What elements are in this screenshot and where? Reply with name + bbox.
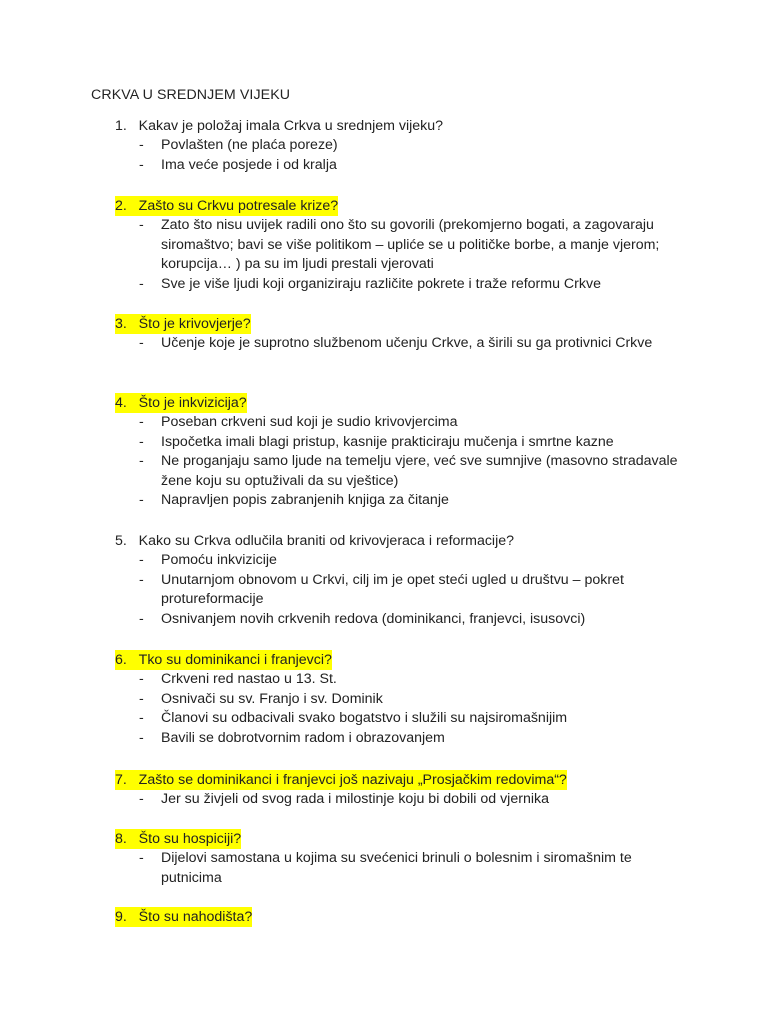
answer-item <box>139 452 679 491</box>
question-text <box>115 531 514 551</box>
answer-text: Zato što nisu uvijek radili ono što su govorili (prekomjerno bogati, a zagovaraju siromaštvo; bavi se više politikom – upliće se u političke borbe, a manje vjerom; korupcija… ) pa su im ljudi prestali vjerovati <box>161 217 660 273</box>
answer-item <box>139 571 679 610</box>
answer-text: Članovi su odbacivali svako bogatstvo i služili su najsiromašnijim <box>161 710 568 727</box>
answer-text: Poseban crkveni sud koji je sudio krivovjercima <box>161 414 458 430</box>
answer-text: Napravljen popis zabranjenih knjiga za čitanje <box>161 492 449 509</box>
answer-item <box>139 690 679 710</box>
answer-item <box>139 156 679 176</box>
answer-text: Bavili se dobrotvornim radom i obrazovanjem <box>161 729 445 746</box>
question-label: Što je inkvizicija? <box>138 395 247 411</box>
answer-item <box>139 551 679 571</box>
answer-list-6 <box>139 670 679 748</box>
dash-bullet: - <box>139 729 144 746</box>
question-number: 7. <box>115 772 127 788</box>
question-number: 5. <box>115 533 127 549</box>
answer-text: Unutarnjom obnovom u Crkvi, cilj im je opet steći ugled u društvu – pokret protureformacije <box>161 571 624 608</box>
dash-bullet: - <box>139 552 144 568</box>
question-label: Što su nahodišta? <box>138 909 253 925</box>
dash-bullet: - <box>139 275 144 292</box>
dash-bullet: - <box>139 217 144 233</box>
question-text <box>115 770 567 790</box>
answer-text: Crkveni red nastao u 13. St. <box>161 671 337 687</box>
answer-text: Osnivači su sv. Franjo i sv. Dominik <box>161 690 383 707</box>
document-title: CRKVA U SREDNJEM VIJEKU <box>91 87 291 103</box>
dash-bullet: - <box>139 137 144 153</box>
dash-bullet: - <box>139 492 144 509</box>
question-label: Kakav je položaj imala Crkva u srednjem vijeku? <box>138 118 444 134</box>
answer-list-3 <box>139 334 679 354</box>
answer-text: Sve je više ljudi koji organiziraju različite pokrete i traže reformu Crkve <box>161 275 601 292</box>
question-label: Kako su Crkva odlučila braniti od krivovjeraca i reformacije? <box>138 533 515 549</box>
question-label: Zašto su Crkvu potresale krize? <box>138 198 339 214</box>
answer-item <box>139 275 679 295</box>
answer-item <box>139 849 679 888</box>
answer-item <box>139 670 679 690</box>
question-text <box>115 650 332 670</box>
answer-item <box>139 136 679 156</box>
question-text <box>115 116 443 136</box>
question-number: 2. <box>115 198 127 214</box>
answer-list-5 <box>139 551 679 629</box>
answer-list-1 <box>139 136 679 175</box>
question-number: 8. <box>115 831 127 847</box>
answer-text: Jer su živjeli od svog rada i milostinje koju bi dobili od vjernika <box>161 791 549 807</box>
question-label: Tko su dominikanci i franjevci? <box>138 652 332 668</box>
answer-item <box>139 729 679 749</box>
answer-text: Ima veće posjede i od kralja <box>161 156 337 173</box>
question-label: Što su hospiciji? <box>138 831 242 847</box>
question-text <box>115 907 252 927</box>
dash-bullet: - <box>139 610 144 627</box>
answer-list-7 <box>139 790 679 810</box>
dash-bullet: - <box>139 690 144 707</box>
dash-bullet: - <box>139 671 144 687</box>
question-text <box>115 829 241 849</box>
answer-item <box>139 433 679 453</box>
question-text <box>115 314 251 334</box>
question-text <box>115 393 247 413</box>
question-number: 6. <box>115 652 127 668</box>
answer-item <box>139 491 679 511</box>
dash-bullet: - <box>139 850 144 866</box>
answer-list-2 <box>139 216 679 294</box>
answer-item <box>139 413 679 433</box>
answer-text: Pomoću inkvizicije <box>161 552 277 568</box>
dash-bullet: - <box>139 433 144 450</box>
dash-bullet: - <box>139 335 144 351</box>
question-number: 9. <box>115 909 127 925</box>
answer-text: Dijelovi samostana u kojima su svećenici brinuli o bolesnim i siromašnim te putnicima <box>161 850 632 886</box>
dash-bullet: - <box>139 571 144 588</box>
answer-item <box>139 610 679 630</box>
answer-text: Ispočetka imali blagi pristup, kasnije prakticiraju mučenja i smrtne kazne <box>161 433 614 450</box>
answer-item <box>139 216 679 275</box>
answer-item <box>139 709 679 729</box>
dash-bullet: - <box>139 414 144 430</box>
question-label: Zašto se dominikanci i franjevci još nazivaju „Prosjačkim redovima“? <box>138 772 567 788</box>
question-number: 1. <box>115 118 127 134</box>
answer-text: Povlašten (ne plaća poreze) <box>161 137 338 153</box>
question-number: 3. <box>115 316 127 332</box>
answer-text: Osnivanjem novih crkvenih redova (dominikanci, franjevci, isusovci) <box>161 610 586 627</box>
dash-bullet: - <box>139 453 144 470</box>
answer-text: Ne proganjaju samo ljude na temelju vjere, već sve sumnjive (masovno stradavale žene koju su optuživali da su vještice) <box>161 453 678 489</box>
dash-bullet: - <box>139 710 144 727</box>
dash-bullet: - <box>139 156 144 173</box>
question-text <box>115 196 338 216</box>
answer-item <box>139 334 679 354</box>
answer-list-4 <box>139 413 679 511</box>
dash-bullet: - <box>139 791 144 807</box>
answer-list-8 <box>139 849 679 888</box>
answer-text: Učenje koje je suprotno službenom učenju Crkve, a širili su ga protivnici Crkve <box>161 335 653 351</box>
answer-item <box>139 790 679 810</box>
question-label: Što je krivovjerje? <box>138 316 251 332</box>
question-number: 4. <box>115 395 127 411</box>
